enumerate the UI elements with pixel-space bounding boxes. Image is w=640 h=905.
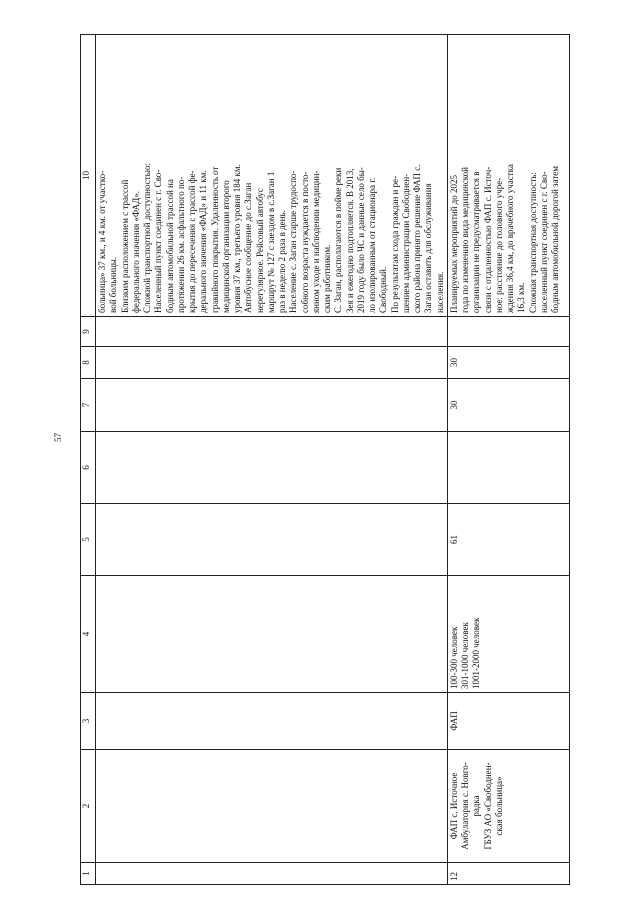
table-cell xyxy=(447,432,569,504)
table-cell xyxy=(96,317,448,347)
header-cell: 3 xyxy=(81,693,96,750)
header-cell: 5 xyxy=(81,504,96,576)
table-row xyxy=(96,35,448,885)
table-cell xyxy=(96,750,448,863)
page-number: 57 xyxy=(53,433,63,442)
data-table xyxy=(80,34,570,885)
table-cell: 61 xyxy=(447,504,569,576)
table-cell: 12 xyxy=(447,863,569,885)
rotated-table-container xyxy=(80,35,570,885)
table-row xyxy=(447,35,569,885)
table-cell: 30 xyxy=(447,347,569,379)
table-cell: ФАП xyxy=(447,693,569,750)
table-cell xyxy=(96,693,448,750)
table-cell xyxy=(96,347,448,379)
table-cell: Планируемых мероприятий до 2025 года по изменению вида медицинской организации не предусматривается в связи с отдаленностью ФАП с. Источ- ное: расстояние до головного учре- ждения 36,4 км, до врачебного участка 16,3 км. Сложная транспортная доступность: населенный пункт соединен с г. Сво- бодным автомобильной дорогой затем xyxy=(447,35,569,317)
header-cell: 10 xyxy=(81,35,96,317)
table-cell xyxy=(96,504,448,576)
table-cell: больница» 37 км., и 4 км. от участко- вой больницы. Близким расположением с трассой федерального значения «ФАД». Сложной транспортной доступностью: Населенный пункт соединен с г. Сво- бодным автомобильной трассой на протяжении 26 км. асфальтного по- крытия до пересечения с трассой фе- дерального значения «ФАД» и 11 км. гравийного покрытия. Удаленность от медицинской организации второго уровня 37 км., третьего уровня 184 км. Автобусное сообщение до с.Заган нерегулярное. Рейсовый автобус маршрут № 127 с заездом в с.Заган 1 раз в неделю 2 раза в день. Население с. Заган старше трудоспо- собного возраста нуждается в посто- янном уходе и наблюдении медицин- ским работником. С. Заган, располагаются в пойме реки Зея и ежегодно подтопляется. В 2013, 2019 году было ЧС и данные село бы- ло изолированным от стационара г. Свободный. По результатам схода граждан и ре- шением администрации Свободнен- ского района принято решение ФАП с. Заган оставить для обслуживания населения. xyxy=(96,35,448,317)
header-cell: 9 xyxy=(81,317,96,347)
header-cell: 7 xyxy=(81,379,96,432)
table-header-row xyxy=(81,35,96,885)
table-cell xyxy=(447,317,569,347)
table-cell: 30 xyxy=(447,379,569,432)
header-cell: 8 xyxy=(81,347,96,379)
table-cell xyxy=(96,432,448,504)
header-cell: 1 xyxy=(81,863,96,885)
table-cell xyxy=(96,576,448,693)
table-cell xyxy=(96,379,448,432)
table-cell xyxy=(96,863,448,885)
header-cell: 2 xyxy=(81,750,96,863)
table-cell: 100-300 человек 301-1000 человек 1001-2000 человек xyxy=(447,576,569,693)
header-cell: 6 xyxy=(81,432,96,504)
table-cell: ФАП с. Источное Амбулатория с. Новго- радка ГБУЗ АО «Свободнен- ская больница» xyxy=(447,750,569,863)
header-cell: 4 xyxy=(81,576,96,693)
